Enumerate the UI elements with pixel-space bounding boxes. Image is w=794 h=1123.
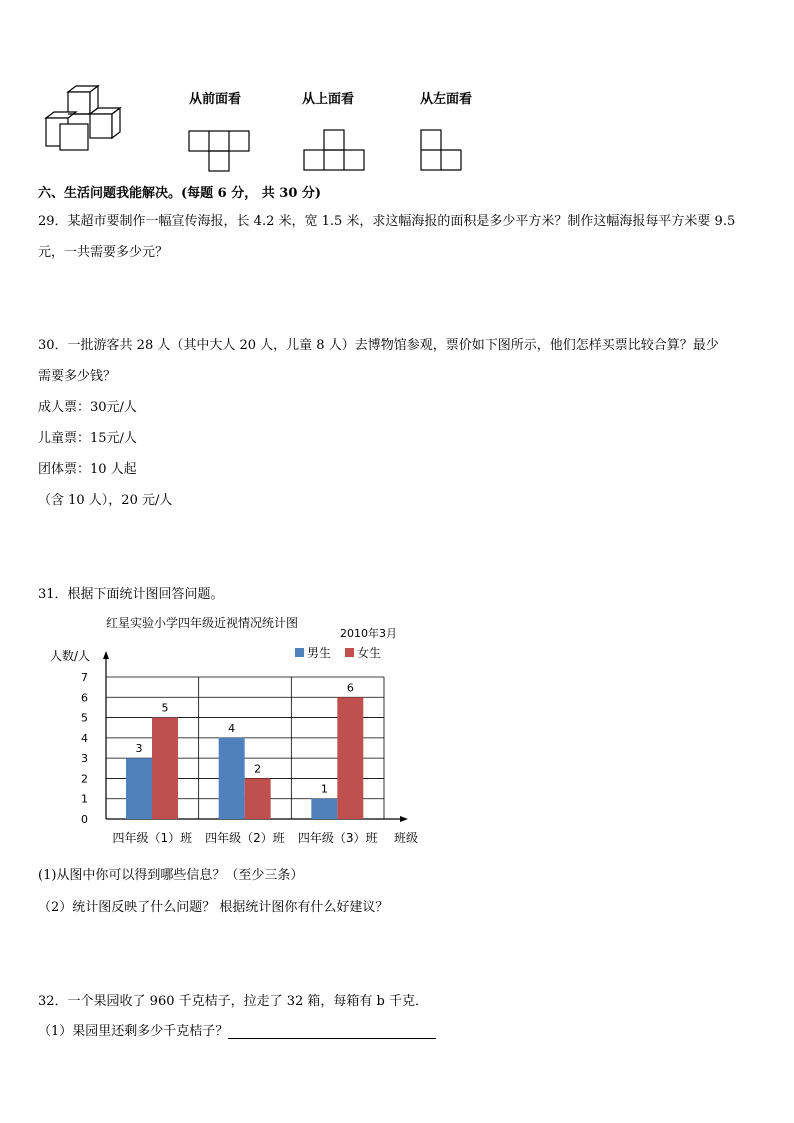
myopia-bar-chart <box>40 610 440 850</box>
y-tick-label: 4 <box>81 731 88 745</box>
price-child: 儿童票：15元/人 <box>38 431 137 446</box>
bar-girls <box>245 778 271 819</box>
front-view-drawing <box>188 128 252 174</box>
q31-sub2: （2）统计图反映了什么问题？ 根据统计图你有什么好建议？ <box>38 900 389 915</box>
q30-line2: 需要多少钱？ <box>38 369 117 384</box>
q31-sub1: (1)从图中你可以得到哪些信息？（至少三条） <box>38 868 304 883</box>
q29-line2: 元，一共需要多少元？ <box>38 245 169 260</box>
y-tick-label: 6 <box>81 691 88 705</box>
cube-stack-figure <box>38 84 128 156</box>
bar-girls <box>152 718 178 819</box>
bar-boys <box>219 738 245 819</box>
y-tick-label: 7 <box>81 671 88 684</box>
front-view-label: 从前面看 <box>189 92 242 107</box>
left-view-label: 从左面看 <box>420 92 473 107</box>
y-axis-arrow <box>103 651 109 659</box>
bar-boys <box>126 758 152 819</box>
data-label: 6 <box>346 681 354 695</box>
data-label: 5 <box>161 701 169 715</box>
bar-girls <box>337 697 363 819</box>
data-label: 3 <box>135 742 143 756</box>
data-label: 4 <box>228 721 236 735</box>
y-tick-label: 2 <box>81 772 88 786</box>
q32-sub1 <box>38 1020 436 1039</box>
y-tick-label: 3 <box>81 752 88 766</box>
bar-boys <box>311 799 337 819</box>
q32-line1: 32．一个果园收了 960 千克桔子，拉走了 32 箱，每箱有 b 千克． <box>38 994 429 1009</box>
data-label: 2 <box>254 762 262 776</box>
x-axis-label: 班级 <box>394 831 419 845</box>
left-view-drawing <box>420 128 466 174</box>
chart-title: 红星实验小学四年级近视情况统计图 <box>106 616 299 630</box>
y-tick-label: 5 <box>81 711 88 725</box>
price-group-detail: （含 10 人），20 元/人 <box>38 493 173 508</box>
price-group: 团体票：10 人起 <box>38 462 137 477</box>
q32-sub1-text: （1）果园里还剩多少千克桔子？ <box>38 1024 229 1039</box>
legend-label: 男生 <box>307 646 332 660</box>
top-view-drawing <box>303 128 367 174</box>
y-tick-label: 0 <box>81 813 88 826</box>
legend-swatch <box>345 648 354 657</box>
legend-label: 女生 <box>357 646 382 660</box>
x-tick-label: 四年级（3）班 <box>297 831 378 845</box>
x-tick-label: 四年级（2）班 <box>205 831 285 845</box>
legend-swatch <box>295 648 304 657</box>
data-label: 1 <box>320 782 328 796</box>
chart-date: 2010年3月 <box>340 627 397 640</box>
section6-heading: 六、生活问题我能解决。(每题 6 分， 共 30 分) <box>38 186 322 201</box>
y-tick-label: 1 <box>81 792 88 806</box>
price-adult: 成人票：30元/人 <box>38 400 137 415</box>
x-tick-label: 四年级（1）班 <box>112 831 193 845</box>
q31-intro: 31．根据下面统计图回答问题。 <box>38 587 224 602</box>
q29-line1: 29．某超市要制作一幅宣传海报，长 4.2 米，宽 1.5 米，求这幅海报的面积是多少平方米？制作这幅海报每平方米要 9.5 <box>38 214 736 229</box>
top-view-label: 从上面看 <box>302 92 355 107</box>
q30-line1: 30．一批游客共 28 人（其中大人 20 人，儿童 8 人）去博物馆参观，票价如下图所示，他们怎样买票比较合算？最少 <box>38 338 719 353</box>
y-axis-label: 人数/人 <box>50 649 91 663</box>
x-axis-arrow <box>400 816 408 822</box>
answer-blank[interactable] <box>228 1024 436 1039</box>
